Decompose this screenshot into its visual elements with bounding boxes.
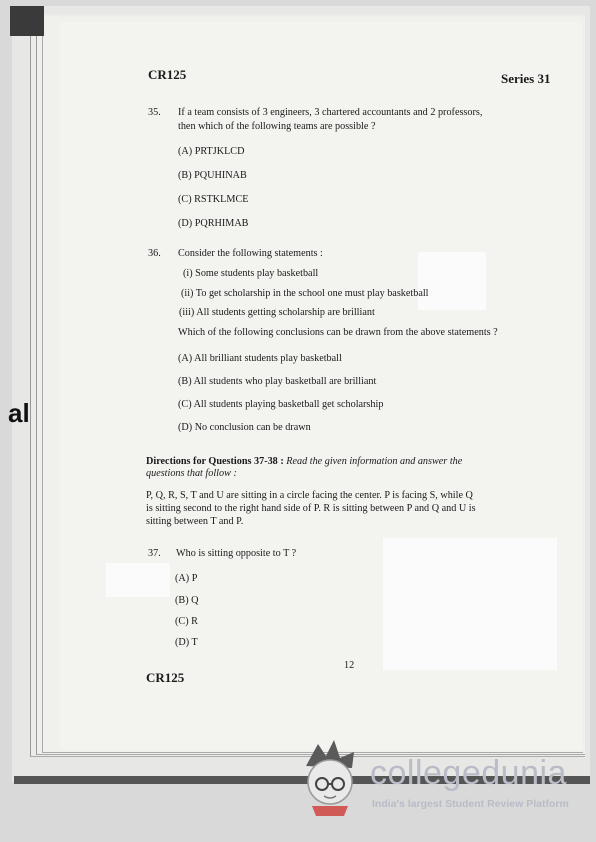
question-text: then which of the following teams are possible ? [178,121,376,132]
question-number: 37. [148,548,161,559]
statement: (ii) To get scholarship in the school one must play basketball [181,288,429,299]
statement: (iii) All students getting scholarship are brilliant [179,307,375,318]
brand-name: collegedunia [370,754,567,792]
side-text-fragment: al [8,398,30,428]
passage-line: sitting between T and P. [146,516,244,527]
answer-option: (C) RSTKLMCE [178,194,249,205]
blank-patch [383,538,557,670]
directions-instruction: questions that follow : [146,468,237,479]
passage-line: P, Q, R, S, T and U are sitting in a circle facing the center. P is facing S, while Q [146,490,473,501]
mascot-icon [298,736,368,816]
answer-option: (A) P [175,573,198,584]
directions-heading [146,456,560,469]
exam-code: CR125 [148,67,187,82]
collegedunia-watermark [298,736,592,818]
directions-label: Directions for Questions 37-38 : [146,456,284,467]
answer-option: (A) PRTJKLCD [178,146,245,157]
question-text: If a team consists of 3 engineers, 3 chartered accountants and 2 professors, [178,107,483,118]
answer-option: (A) All brilliant students play basketball [178,353,342,364]
answer-option: (D) T [175,637,198,648]
question-number: 36. [148,248,161,259]
footer-code: CR125 [146,670,185,685]
answer-option: (B) PQUHINAB [178,170,247,181]
question-text: Which of the following conclusions can be drawn from the above statements ? [178,327,498,338]
answer-option: (C) R [175,616,198,627]
brand-tagline: India's largest Student Review Platform [372,798,569,810]
answer-option: (C) All students playing basketball get scholarship [178,399,384,410]
answer-option: (D) PQRHIMAB [178,218,249,229]
question-text: Consider the following statements : [178,248,323,259]
blank-patch [418,252,486,310]
passage-line: is sitting second to the right hand side of P. R is sitting between P and Q and U is [146,503,476,514]
scan-corner-shadow [10,6,44,36]
question-text: Who is sitting opposite to T ? [176,548,297,559]
series-label: Series 31 [501,71,551,86]
question-number: 35. [148,107,161,118]
blank-patch [106,563,170,597]
answer-option: (B) All students who play basketball are brilliant [178,376,377,387]
answer-option: (B) Q [175,595,199,606]
answer-option: (D) No conclusion can be drawn [178,422,311,433]
statement: (i) Some students play basketball [183,268,319,279]
directions-instruction: Read the given information and answer the [286,456,463,467]
page-number: 12 [344,660,355,671]
